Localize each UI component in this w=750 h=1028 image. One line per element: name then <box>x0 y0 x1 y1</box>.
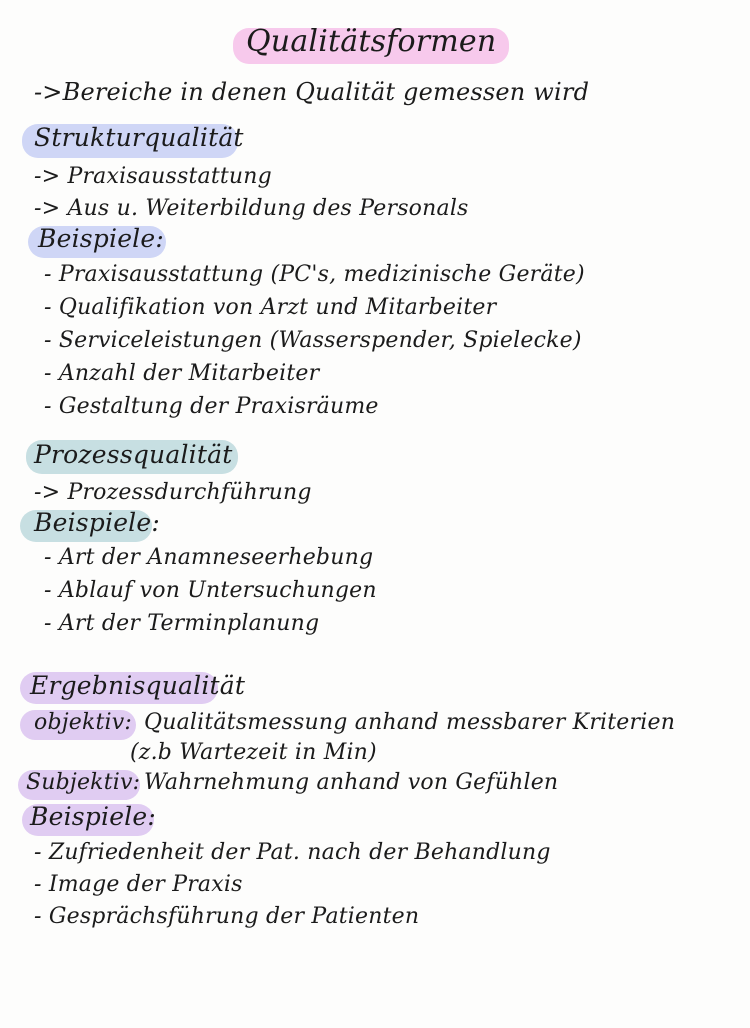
prozess-point: -> Prozessdurchführung <box>34 480 312 505</box>
struktur-example: - Gestaltung der Praxisräume <box>44 394 379 419</box>
ergebnis-example: - Image der Praxis <box>34 872 243 897</box>
prozess-example: - Ablauf von Untersuchungen <box>44 578 377 603</box>
struktur-example: - Serviceleistungen (Wasserspender, Spielecke) <box>44 328 582 353</box>
ergebnis-example: - Gesprächsführung der Patienten <box>34 904 420 929</box>
struktur-point: -> Aus u. Weiterbildung des Personals <box>34 196 469 221</box>
ergebnis-example: - Zufriedenheit der Pat. nach der Behandlung <box>34 840 551 865</box>
objektiv-label: objektiv: <box>34 710 133 735</box>
prozess-heading: Prozessqualität <box>34 440 233 469</box>
ergebnis-heading: Ergebnisqualität <box>30 671 246 700</box>
struktur-example: - Anzahl der Mitarbeiter <box>44 361 320 386</box>
struktur-heading: Strukturqualität <box>34 123 244 152</box>
struktur-beispiele-label: Beispiele: <box>38 224 164 253</box>
struktur-example: - Praxisausstattung (PC's, medizinische Geräte) <box>44 262 585 287</box>
struktur-example: - Qualifikation von Arzt und Mitarbeiter <box>44 295 497 320</box>
prozess-beispiele-label: Beispiele: <box>34 508 160 537</box>
subjektiv-label: Subjektiv: <box>26 770 141 795</box>
page-title: Qualitätsformen <box>246 24 497 59</box>
subjektiv-text: Wahrnehmung anhand von Gefühlen <box>144 770 559 795</box>
struktur-point: -> Praxisausstattung <box>34 164 272 189</box>
prozess-example: - Art der Anamneseerhebung <box>44 545 374 570</box>
objektiv-text: Qualitätsmessung anhand messbarer Kriterien <box>144 710 676 735</box>
objektiv-example: (z.b Wartezeit in Min) <box>130 740 377 765</box>
ergebnis-beispiele-label: Beispiele: <box>30 802 156 831</box>
prozess-example: - Art der Terminplanung <box>44 611 320 636</box>
intro-line: ->Bereiche in denen Qualität gemessen wird <box>34 78 590 106</box>
